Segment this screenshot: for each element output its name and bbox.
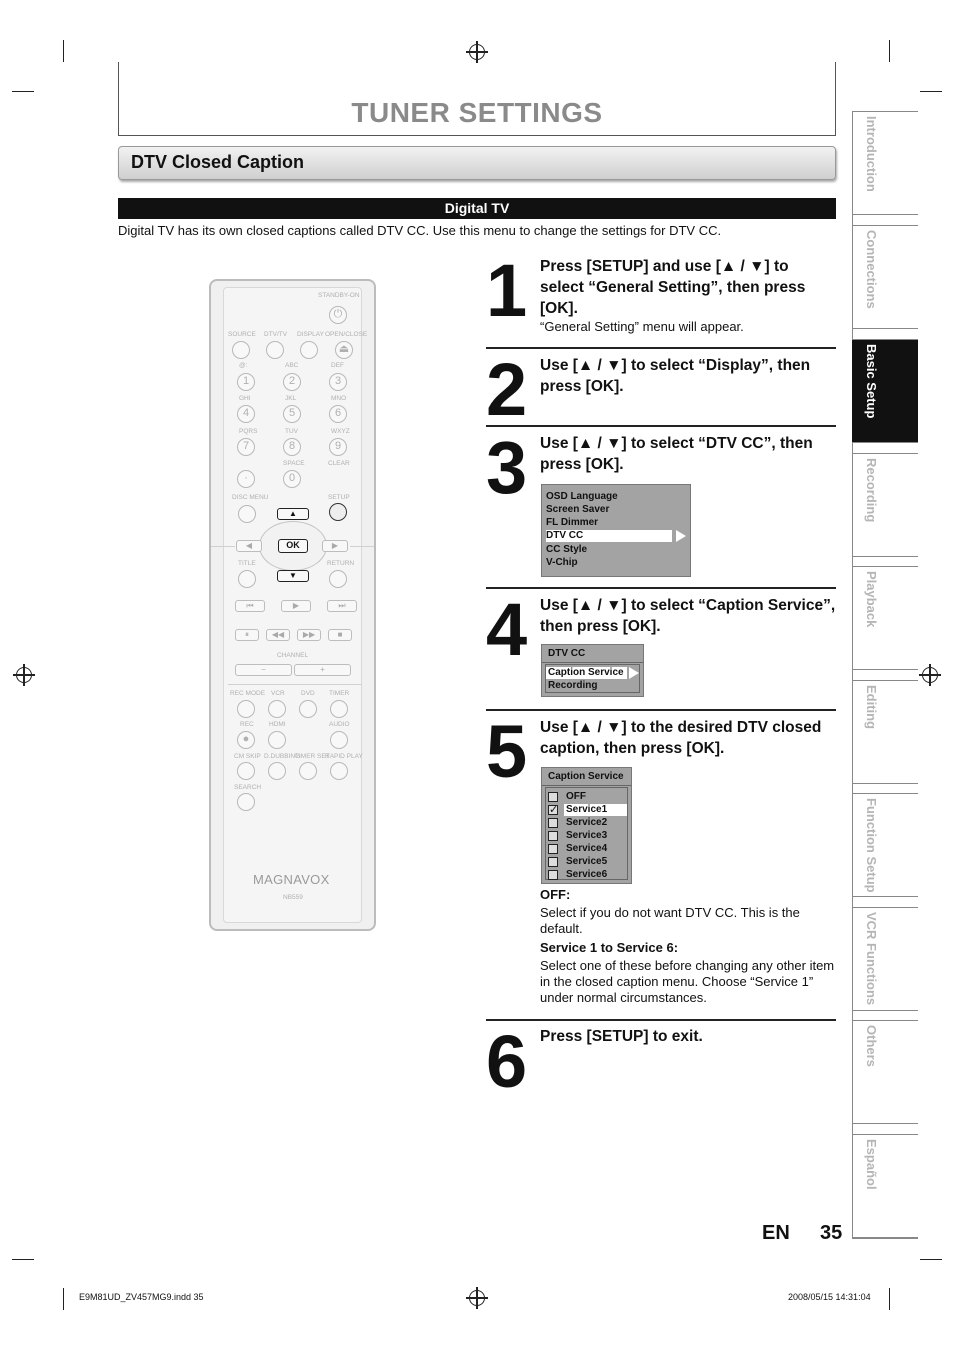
remote-label: TIMER — [329, 690, 350, 697]
step-instruction: Use [▲ / ▼] to select “Display”, then press [OK]. — [540, 357, 811, 395]
tab-label: Function Setup — [864, 798, 879, 893]
remote-button: 9 — [329, 438, 347, 456]
checkbox-icon — [548, 870, 558, 880]
remote-button: 0 — [283, 470, 301, 488]
remote-button — [268, 762, 286, 780]
remote-label: SETUP — [328, 494, 350, 501]
remote-button: · — [237, 470, 255, 488]
transport-button[interactable]: ⏸ — [235, 629, 259, 641]
checkbox-icon — [548, 831, 558, 841]
remote-button — [237, 762, 255, 780]
remote-button: 5 — [283, 405, 301, 423]
menu-item-selected: Caption Service — [546, 667, 627, 679]
checkbox-icon — [548, 818, 558, 828]
tab-vcr-functions[interactable] — [852, 907, 918, 1011]
remote-label: OPEN/CLOSE — [325, 331, 368, 338]
tab-editing[interactable] — [852, 680, 918, 784]
menu-item: Service4 — [566, 843, 608, 854]
step-instruction: Use [▲ / ▼] to select “Caption Service”, then press [OK]. — [540, 597, 836, 635]
print-timestamp: 2008/05/15 14:31:04 — [788, 1292, 871, 1302]
page-number: 35 — [820, 1222, 843, 1244]
tab-bottom-rule — [852, 1238, 918, 1239]
remote-label: WXYZ — [331, 428, 350, 435]
menu-item: OSD Language — [546, 491, 618, 502]
option-services-title: Service 1 to Service 6: — [540, 940, 679, 955]
tab-basic-setup[interactable] — [852, 339, 918, 443]
remote-label: CHANNEL — [277, 652, 309, 659]
menu-item: Service2 — [566, 817, 608, 828]
submenu-arrow-icon — [676, 530, 686, 542]
remote-button — [237, 700, 255, 718]
step-number: 1 — [486, 249, 525, 332]
brand-logo: MAGNAVOX — [253, 872, 330, 887]
remote-label: DTV/TV — [264, 331, 288, 338]
menu-item: Service6 — [566, 869, 608, 880]
remote-separator — [350, 546, 374, 547]
channel-up-button[interactable]: + — [294, 664, 351, 676]
step-divider — [486, 587, 836, 589]
intro-text: Digital TV has its own closed captions called DTV CC. Use this menu to change the settings for DTV CC. — [118, 223, 722, 238]
tab-label: Basic Setup — [864, 344, 879, 419]
remote-label: ABC — [285, 362, 299, 369]
tab-function-setup[interactable] — [852, 793, 918, 897]
registration-mark-icon — [16, 667, 32, 683]
remote-label: DISPLAY — [297, 331, 324, 338]
step-instruction: Press [SETUP] to exit. — [540, 1028, 703, 1045]
step-number: 4 — [486, 588, 525, 671]
menu-item-selected: Service1 — [564, 804, 627, 816]
menu-title: DTV CC — [542, 645, 643, 663]
transport-button[interactable]: ⏮ — [235, 600, 265, 612]
remote-label: DEF — [331, 362, 344, 369]
remote-label: HDMI — [269, 721, 286, 728]
remote-label: AUDIO — [329, 721, 350, 728]
tab-espanol[interactable] — [852, 1134, 918, 1238]
power-icon: ⏻ — [329, 306, 347, 324]
section-header — [118, 146, 836, 180]
menu-item: V-Chip — [546, 557, 578, 568]
remote-button — [299, 762, 317, 780]
tab-others[interactable] — [852, 1020, 918, 1124]
menu-item-selected: DTV CC — [546, 530, 672, 542]
registration-mark-icon — [469, 1290, 485, 1306]
transport-button[interactable]: ▶ — [281, 600, 311, 612]
transport-button[interactable]: ◀◀ — [266, 629, 290, 641]
tab-playback[interactable] — [852, 566, 918, 670]
step-instruction: Press [SETUP] and use [▲ / ▼] to select “General Setting”, then press [OK]. — [540, 258, 806, 317]
crop-mark — [12, 91, 34, 92]
crop-mark — [920, 91, 942, 92]
remote-button: 4 — [237, 405, 255, 423]
tab-label: Recording — [864, 458, 879, 523]
crop-mark — [889, 40, 890, 62]
step-divider — [486, 1019, 836, 1021]
remote-label: REC — [240, 721, 254, 728]
remote-button: 2 — [283, 373, 301, 391]
remote-label: TIMER SET — [295, 753, 330, 760]
remote-label: STANDBY-ON — [318, 292, 360, 299]
up-arrow-button[interactable]: ▲ — [277, 508, 309, 520]
remote-label: TITLE — [238, 560, 256, 567]
menu-item: Recording — [548, 680, 598, 691]
step-number: 5 — [486, 710, 525, 793]
step-number: 2 — [486, 348, 525, 431]
remote-button: 1 — [237, 373, 255, 391]
eject-icon: ⏏ — [335, 341, 353, 359]
remote-button — [329, 503, 347, 521]
tab-label: Editing — [864, 685, 879, 730]
tab-label: Connections — [864, 230, 879, 309]
menu-item: OFF — [566, 791, 586, 802]
tab-label: Playback — [864, 571, 879, 628]
option-off-title: OFF: — [540, 887, 571, 902]
option-off-description: Select if you do not want DTV CC. This is the default. — [540, 905, 800, 936]
remote-button — [238, 505, 256, 523]
remote-panel-border — [228, 684, 362, 685]
remote-label: @: — [239, 362, 248, 369]
remote-button: 3 — [329, 373, 347, 391]
remote-label: DVD — [301, 690, 315, 697]
remote-label: PQRS — [239, 428, 258, 435]
remote-button — [329, 570, 347, 588]
checkbox-icon — [548, 805, 558, 815]
remote-label: REC MODE — [230, 690, 266, 697]
remote-label: D.DUBBING — [264, 753, 301, 760]
step-number: 3 — [486, 426, 525, 509]
caption-service-menu-screen — [541, 767, 632, 884]
crop-mark — [889, 1288, 890, 1310]
menu-item: FL Dimmer — [546, 517, 599, 528]
step-divider — [486, 709, 836, 711]
remote-label: TUV — [285, 428, 298, 435]
remote-label: RAPID PLAY — [325, 753, 363, 760]
remote-label: SOURCE — [228, 331, 256, 338]
remote-label: VCR — [271, 690, 285, 697]
remote-label: JKL — [285, 395, 297, 402]
transport-button[interactable]: ■ — [328, 629, 352, 641]
step-instruction: Use [▲ / ▼] to the desired DTV closed caption, then press [OK]. — [540, 719, 822, 757]
digital-tv-bar: Digital TV — [118, 198, 836, 219]
crop-mark — [12, 1259, 34, 1260]
remote-button — [268, 731, 286, 749]
transport-button[interactable]: ⏭ — [327, 600, 357, 612]
registration-mark-icon — [469, 44, 485, 60]
remote-button — [232, 341, 250, 359]
right-arrow-button[interactable]: ▶ — [322, 540, 348, 552]
remote-label: SEARCH — [234, 784, 262, 791]
remote-button — [330, 731, 348, 749]
remote-button — [268, 700, 286, 718]
remote-label: RETURN — [327, 560, 355, 567]
menu-item: Service3 — [566, 830, 608, 841]
remote-label: SPACE — [283, 460, 305, 467]
display-menu-screen — [541, 484, 691, 577]
remote-button — [237, 793, 255, 811]
tab-label: Español — [864, 1139, 879, 1190]
page-title: TUNER SETTINGS — [351, 97, 603, 128]
step-number: 6 — [486, 1020, 525, 1103]
registration-mark-icon — [922, 667, 938, 683]
section-title: DTV Closed Caption — [131, 152, 305, 172]
option-services-description: Select one of these before changing any other item in the closed caption menu. Choose “Service 1” under normal circumstances. — [540, 958, 835, 1005]
ok-button[interactable]: OK — [278, 539, 308, 553]
remote-separator — [211, 546, 235, 547]
dtv-cc-menu-screen — [541, 644, 644, 697]
tab-recording[interactable] — [852, 453, 918, 557]
remote-button — [238, 570, 256, 588]
remote-button: 8 — [283, 438, 301, 456]
crop-mark — [920, 1259, 942, 1260]
left-arrow-button[interactable]: ◀ — [236, 540, 262, 552]
tab-label: Others — [864, 1025, 879, 1067]
checkbox-icon — [548, 844, 558, 854]
menu-item: Service5 — [566, 856, 608, 867]
remote-button — [330, 762, 348, 780]
menu-title: Caption Service — [542, 768, 631, 786]
remote-button: 6 — [329, 405, 347, 423]
remote-button — [300, 341, 318, 359]
step-instruction: Use [▲ / ▼] to select “DTV CC”, then press [OK]. — [540, 435, 813, 473]
step-divider — [486, 425, 836, 427]
step-divider — [486, 347, 836, 349]
checkbox-icon — [548, 792, 558, 802]
submenu-arrow-icon — [629, 667, 639, 679]
crop-mark — [63, 40, 64, 62]
crop-mark — [63, 1288, 64, 1310]
menu-item: Screen Saver — [546, 504, 610, 515]
down-arrow-button[interactable]: ▼ — [277, 570, 309, 582]
remote-label: MNO — [331, 395, 347, 402]
remote-label: GHI — [239, 395, 251, 402]
tab-connections[interactable] — [852, 225, 918, 329]
channel-down-button[interactable]: − — [235, 664, 292, 676]
remote-button — [299, 700, 317, 718]
language-code: EN — [762, 1222, 790, 1244]
model-number: NB559 — [283, 894, 303, 901]
step-note: “General Setting” menu will appear. — [540, 319, 744, 334]
transport-button[interactable]: ▶▶ — [297, 629, 321, 641]
remote-button — [330, 700, 348, 718]
menu-item: CC Style — [546, 544, 588, 555]
tab-introduction[interactable] — [852, 111, 918, 215]
checkbox-icon — [548, 857, 558, 867]
remote-button: 7 — [237, 438, 255, 456]
file-slug: E9M81UD_ZV457MG9.indd 35 — [79, 1292, 204, 1302]
tab-label: Introduction — [864, 116, 879, 192]
remote-label: CLEAR — [328, 460, 350, 467]
tab-label: VCR Functions — [864, 912, 879, 1006]
record-icon: ● — [237, 731, 255, 749]
remote-label: CM SKIP — [234, 753, 261, 760]
remote-label: DISC MENU — [232, 494, 269, 501]
remote-button — [266, 341, 284, 359]
